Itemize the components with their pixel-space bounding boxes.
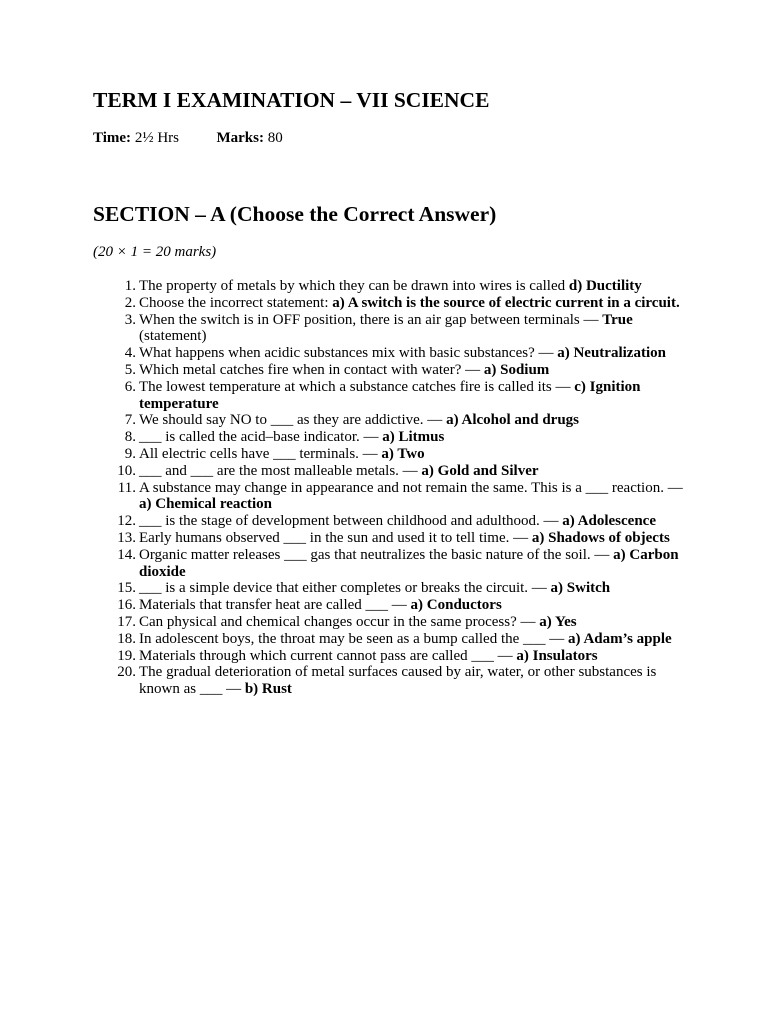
- marks-value: 80: [267, 130, 283, 146]
- question-number: 8.: [124, 429, 136, 446]
- question-number: 16.: [117, 597, 136, 614]
- question-number: 13.: [117, 529, 136, 546]
- question-item: [93, 429, 683, 446]
- question-text: ___ is the stage of development between childhood and adulthood. —: [139, 513, 563, 530]
- time-label: Time:: [93, 130, 132, 146]
- question-answer: a) Carbon dioxide: [139, 546, 679, 580]
- question-answer: a) Neutralization: [557, 345, 666, 362]
- question-text: All electric cells have ___ terminals. —: [139, 445, 382, 462]
- question-item: [93, 614, 683, 631]
- question-item: [93, 379, 683, 413]
- question-answer: a) Sodium: [483, 361, 550, 378]
- question-text: Organic matter releases ___ gas that neutralizes the basic nature of the soil. —: [139, 546, 614, 563]
- question-number: 5.: [124, 361, 136, 378]
- question-item: [93, 597, 683, 614]
- question-text: ___ and ___ are the most malleable metals. —: [139, 462, 422, 479]
- question-number: 12.: [117, 513, 136, 530]
- question-number: 7.: [124, 412, 136, 429]
- question-answer: a) Adam’s apple: [568, 630, 672, 647]
- question-item: [93, 580, 683, 597]
- question-answer: a) Shadows of objects: [531, 529, 670, 546]
- question-answer: a) Two: [381, 445, 425, 462]
- question-number: 14.: [117, 546, 136, 563]
- question-number: 6.: [124, 378, 136, 395]
- exam-title: TERM I EXAMINATION – VII SCIENCE: [93, 88, 490, 112]
- question-text: A substance may change in appearance and not remain the same. This is a ___ reaction. —: [139, 479, 683, 496]
- question-text: We should say NO to ___ as they are addictive. —: [139, 412, 447, 429]
- question-answer: d) Ductility: [568, 278, 642, 294]
- question-item: [93, 278, 683, 295]
- section-marks-note: (20 × 1 = 20 marks): [93, 244, 217, 260]
- question-answer: a) Adolescence: [562, 513, 656, 530]
- question-number: 2.: [124, 294, 136, 311]
- question-text: Choose the incorrect statement:: [139, 294, 333, 311]
- question-text: The lowest temperature at which a substance catches fire is called its —: [139, 378, 575, 395]
- question-item: [93, 480, 683, 514]
- marks-label: Marks:: [216, 130, 264, 146]
- question-answer: a) Litmus: [382, 429, 445, 446]
- question-text: When the switch is in OFF position, there is an air gap between terminals —: [139, 311, 603, 328]
- question-number: 20.: [117, 664, 136, 681]
- question-item: [93, 648, 683, 665]
- question-answer: a) Gold and Silver: [421, 462, 539, 479]
- question-number: 9.: [124, 445, 136, 462]
- question-answer: a) Conductors: [410, 597, 502, 614]
- question-item: [93, 463, 683, 480]
- question-item: [93, 631, 683, 648]
- question-number: 15.: [117, 580, 136, 597]
- exam-page: [93, 86, 683, 698]
- question-number: 1.: [124, 278, 136, 294]
- question-item: [93, 362, 683, 379]
- question-text: ___ is a simple device that either completes or breaks the circuit. —: [139, 580, 551, 597]
- question-list: [93, 278, 683, 698]
- question-item: [93, 547, 683, 581]
- question-answer: True: [602, 311, 633, 328]
- question-item: [93, 530, 683, 547]
- question-number: 17.: [117, 613, 136, 630]
- question-item: [93, 513, 683, 530]
- question-number: 3.: [124, 311, 136, 328]
- question-text: Materials that transfer heat are called ___ —: [139, 597, 411, 614]
- question-text: Which metal catches fire when in contact with water? —: [139, 361, 484, 378]
- question-answer: a) Yes: [539, 613, 577, 630]
- time-value: 2½ Hrs: [134, 130, 179, 146]
- question-text: Early humans observed ___ in the sun and used it to tell time. —: [139, 529, 532, 546]
- question-number: 10.: [117, 462, 136, 479]
- question-text: ___ is called the acid–base indicator. —: [139, 429, 383, 446]
- question-answer: a) Chemical reaction: [139, 496, 273, 513]
- question-answer: b) Rust: [244, 681, 292, 698]
- question-answer: a) A switch is the source of electric current in a circuit.: [332, 294, 680, 311]
- question-tail: (statement): [139, 328, 207, 345]
- question-text: The property of metals by which they can be drawn into wires is called: [139, 278, 569, 294]
- question-text: Materials through which current cannot pass are called ___ —: [139, 647, 517, 664]
- question-answer: a) Alcohol and drugs: [446, 412, 580, 429]
- question-item: [93, 345, 683, 362]
- section-title: SECTION – A (Choose the Correct Answer): [93, 202, 497, 226]
- question-item: [93, 312, 683, 346]
- question-answer: a) Switch: [550, 580, 611, 597]
- question-text: The gradual deterioration of metal surfaces caused by air, water, or other substances is known as ___ —: [139, 664, 657, 698]
- question-number: 4.: [124, 345, 136, 362]
- question-item: [93, 412, 683, 429]
- question-text: In adolescent boys, the throat may be seen as a bump called the ___ —: [139, 630, 569, 647]
- question-answer: a) Insulators: [516, 647, 598, 664]
- question-text: Can physical and chemical changes occur in the same process? —: [139, 613, 540, 630]
- question-number: 19.: [117, 647, 136, 664]
- question-number: 11.: [117, 479, 136, 496]
- question-number: 18.: [117, 630, 136, 647]
- question-item: [93, 664, 683, 698]
- question-text: What happens when acidic substances mix with basic substances? —: [139, 345, 558, 362]
- question-answer: c) Ignition temperature: [139, 378, 641, 412]
- exam-meta: [93, 129, 683, 147]
- question-item: [93, 295, 683, 312]
- question-item: [93, 446, 683, 463]
